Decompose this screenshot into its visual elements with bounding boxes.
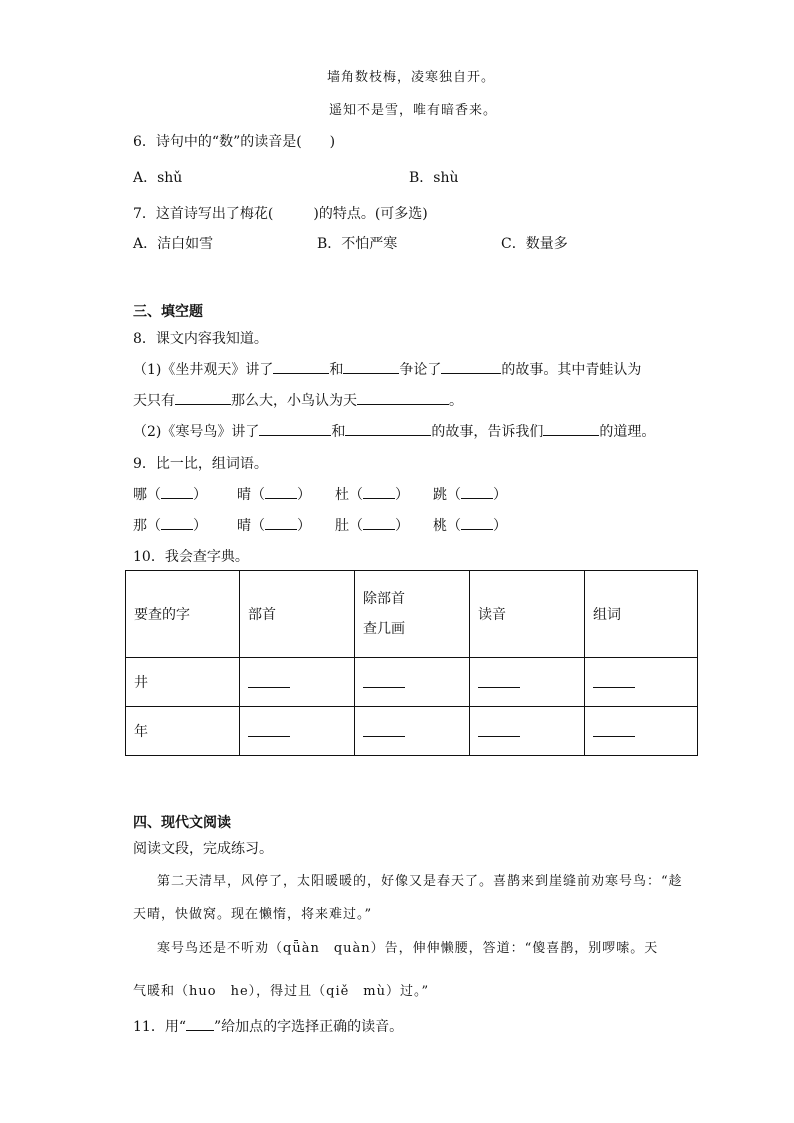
q11-text-after: ”给加点的字选择正确的读音。	[213, 1019, 404, 1035]
q8-2-blank-1[interactable]	[259, 421, 331, 436]
q9-char: 晴	[237, 518, 251, 534]
table-header-line: 查几画	[363, 621, 405, 637]
q9-row-2-item-4: 桃（ ）	[433, 518, 507, 534]
table-cell-char: 井	[126, 658, 240, 707]
question-6-option-b: B．shù	[409, 170, 459, 186]
question-7-stem-after: )的特点。(可多选)	[313, 206, 428, 222]
q8-1-text-f: 那么大，小鸟认为天	[231, 393, 357, 409]
table-header-cell: 组词	[585, 571, 698, 658]
q8-2-text-c: 的故事，告诉我们	[431, 424, 544, 440]
q8-1-blank-3[interactable]	[441, 359, 501, 374]
question-7-option-a: A．洁白如雪	[133, 236, 214, 252]
passage-paragraph-1-line-1: 第二天清早，风停了，太阳暖暖的，好像又是春天了。喜鹊来到崖缝前劝寒号鸟：“趁	[157, 874, 683, 889]
question-6-stem: 6．诗句中的“数”的读音是( )	[133, 134, 336, 150]
q8-1-blank-4[interactable]	[175, 390, 231, 405]
question-8-stem: 8．课文内容我知道。	[133, 331, 268, 347]
table-header-row	[126, 571, 698, 658]
question-8-part-2	[133, 421, 655, 441]
answer-blank[interactable]	[593, 722, 635, 737]
q9-char: 肚	[335, 518, 349, 534]
table-cell	[585, 707, 698, 756]
q8-1-blank-2[interactable]	[343, 359, 399, 374]
question-6-option-a: A．shǔ	[133, 170, 183, 186]
q8-2-text-d: 的道理。	[599, 424, 656, 440]
q8-1-blank-5[interactable]	[357, 390, 449, 405]
table-header-cell: 要查的字	[126, 571, 240, 658]
answer-blank[interactable]	[248, 673, 290, 688]
question-7-stem-before: 7．这首诗写出了梅花(	[133, 206, 274, 222]
q9-char: 桃	[433, 518, 447, 534]
table-cell-char: 年	[126, 707, 240, 756]
answer-blank[interactable]	[363, 673, 405, 688]
section-4-title: 四、现代文阅读	[133, 815, 231, 831]
dictionary-table	[125, 570, 698, 756]
passage-paragraph-2-line-1: 寒号鸟还是不听劝（qǖàn quàn）告，伸伸懒腰，答道：“傻喜鹊，别啰嗦。天	[157, 941, 659, 956]
q8-1-text-d: 的故事。其中青蛙认为	[501, 362, 642, 378]
table-cell	[240, 707, 355, 756]
question-7-stem	[133, 203, 428, 223]
q9-row-1-item-3: 杜（ ）	[335, 487, 409, 503]
answer-blank[interactable]	[478, 722, 520, 737]
q8-2-blank-2[interactable]	[345, 421, 431, 436]
q9-row-2-item-1: 那（ ）	[133, 518, 207, 534]
q9-blank[interactable]	[461, 486, 493, 499]
answer-blank[interactable]	[593, 673, 635, 688]
answer-blank[interactable]	[363, 722, 405, 737]
q9-char: 晴	[237, 487, 251, 503]
table-cell	[585, 658, 698, 707]
q8-1-blank-1[interactable]	[273, 359, 329, 374]
q9-row-1-item-2: 晴（ ）	[237, 487, 311, 503]
question-10-stem: 10．我会查字典。	[133, 549, 249, 565]
passage-paragraph-1-line-2: 天晴，快做窝。现在懒惰，将来难过。”	[133, 907, 373, 922]
q9-blank[interactable]	[265, 517, 297, 530]
table-cell	[470, 707, 585, 756]
q9-blank[interactable]	[161, 486, 193, 499]
q8-2-text-b: 和	[331, 424, 346, 440]
table-header-line: 除部首	[363, 591, 405, 607]
q9-blank[interactable]	[461, 517, 493, 530]
q11-underline-sample	[186, 1016, 214, 1031]
table-row	[126, 707, 698, 756]
q8-1-text-b: 和	[329, 362, 344, 378]
question-8-part-1-line-2	[133, 390, 463, 410]
reading-instruction: 阅读文段，完成练习。	[133, 841, 273, 857]
question-11-stem	[133, 1016, 403, 1036]
q8-1-text-a: （1)《坐井观天》讲了	[133, 362, 274, 378]
q8-1-text-e: 天只有	[133, 393, 175, 409]
q9-row-2-item-3: 肚（ ）	[335, 518, 409, 534]
table-header-cell	[355, 571, 470, 658]
answer-blank[interactable]	[248, 722, 290, 737]
q11-text-before: 11．用“	[133, 1019, 186, 1035]
question-7-option-b: B．不怕严寒	[317, 236, 398, 252]
q8-1-text-g: 。	[449, 393, 463, 409]
table-cell	[355, 658, 470, 707]
q9-row-1-item-1: 哪（ ）	[133, 487, 207, 503]
q9-char: 杜	[335, 487, 349, 503]
q8-1-text-c: 争论了	[399, 362, 442, 378]
table-cell	[470, 658, 585, 707]
table-cell	[240, 658, 355, 707]
passage-paragraph-2-line-2: 气暖和（huo he），得过且（qiě mù）过。”	[133, 984, 430, 999]
question-9-stem: 9．比一比，组词语。	[133, 456, 268, 472]
table-row	[126, 658, 698, 707]
answer-blank[interactable]	[478, 673, 520, 688]
q9-row-1-item-4: 跳（ ）	[433, 487, 507, 503]
table-cell	[355, 707, 470, 756]
q8-2-text-a: （2)《寒号鸟》讲了	[133, 424, 260, 440]
table-header-cell: 读音	[470, 571, 585, 658]
q9-char: 哪	[133, 487, 147, 503]
question-7-option-c: C．数量多	[501, 236, 568, 252]
poem-line-1: 墙角数枝梅，凌寒独自开。	[327, 70, 496, 85]
q9-blank[interactable]	[265, 486, 297, 499]
q9-blank[interactable]	[363, 486, 395, 499]
q9-char: 那	[133, 518, 147, 534]
q9-char: 跳	[433, 487, 447, 503]
q8-2-blank-3[interactable]	[543, 421, 599, 436]
q9-blank[interactable]	[363, 517, 395, 530]
question-8-part-1-line-1	[133, 359, 641, 379]
q9-blank[interactable]	[161, 517, 193, 530]
poem-line-2: 遥知不是雪，唯有暗香来。	[329, 103, 498, 118]
section-3-title: 三、填空题	[133, 304, 203, 320]
table-header-cell: 部首	[240, 571, 355, 658]
q9-row-2-item-2: 晴（ ）	[237, 518, 311, 534]
